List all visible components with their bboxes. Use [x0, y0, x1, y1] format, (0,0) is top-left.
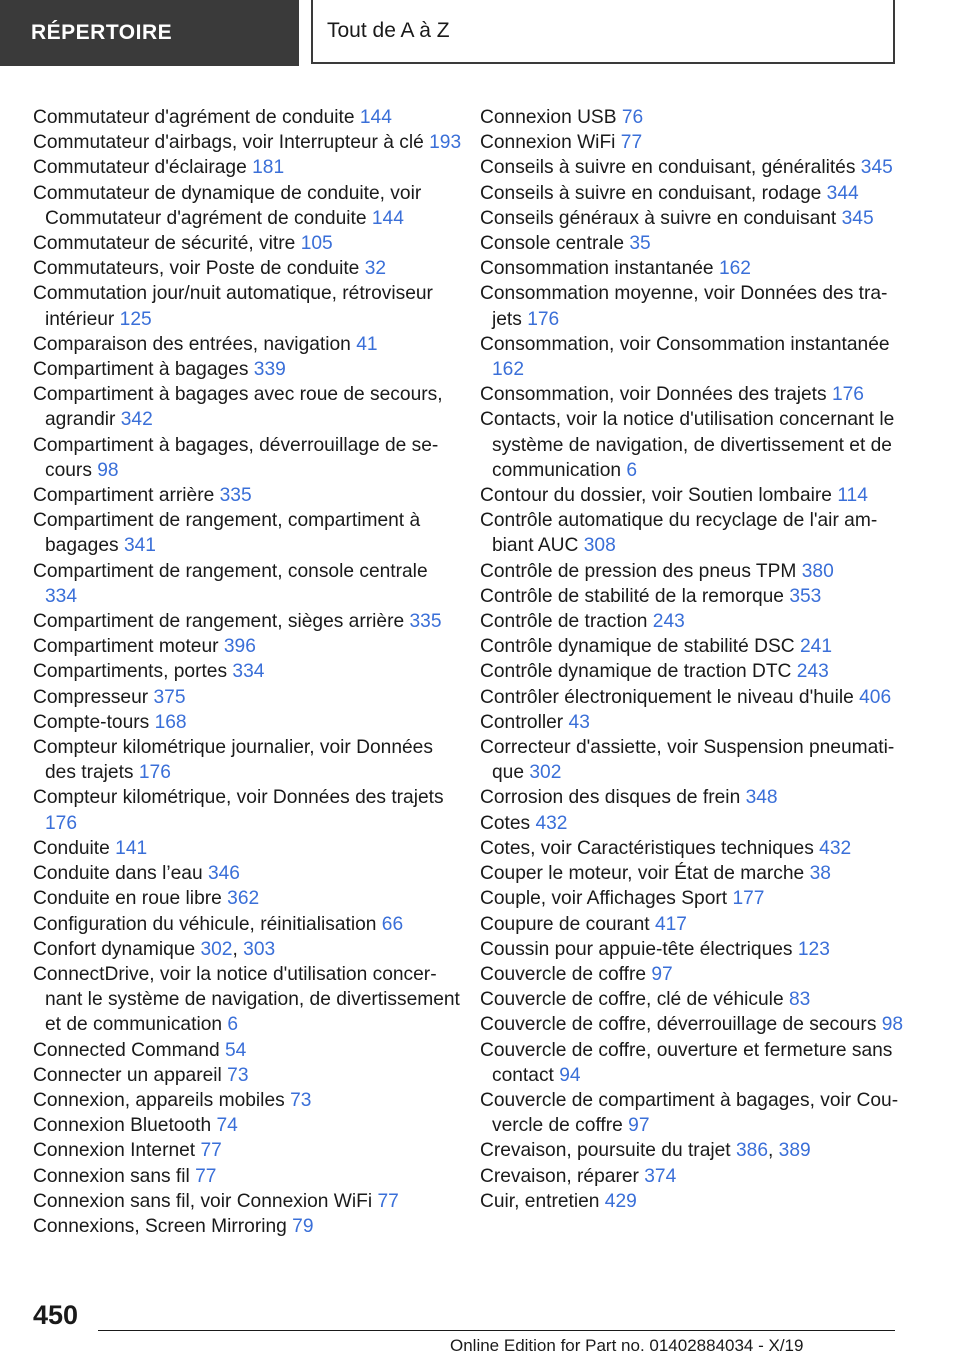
index-entry [480, 886, 910, 911]
index-term: Correcteur d'assiette, voir Suspension pneumatique [480, 737, 895, 784]
index-entry [480, 937, 910, 962]
index-term: Couper le moteur, voir État de marche [480, 863, 805, 885]
index-entry [33, 685, 463, 710]
page-reference-link[interactable]: 346 [207, 863, 240, 885]
page-reference-link[interactable]: 334 [45, 585, 78, 607]
page-reference-link[interactable]: 243 [796, 661, 829, 683]
page-reference-link[interactable]: 77 [620, 132, 643, 154]
index-term: Contrôle de pression des pneus TPM [480, 560, 797, 582]
footer-divider [98, 1330, 895, 1331]
index-term: Compartiment de rangement, compartiment à bagages [33, 510, 421, 557]
page-reference-link[interactable]: 348 [745, 787, 778, 809]
page-reference-link[interactable]: 176 [138, 762, 171, 784]
index-term: Couvercle de compartiment à bagages, voir Couvercle de coffre [480, 1089, 899, 1137]
page-reference-link[interactable]: 176 [45, 812, 78, 834]
page-reference-link[interactable]: 302 [200, 938, 233, 960]
index-term: Cuir, entretien [480, 1190, 600, 1212]
page-reference-link[interactable]: 345 [860, 157, 893, 179]
index-term: Cotes [480, 812, 531, 834]
page-reference-link[interactable]: 98 [97, 459, 119, 481]
index-entry [480, 332, 910, 382]
page-reference-link[interactable]: 97 [628, 1115, 650, 1137]
index-entry [480, 785, 910, 810]
page-reference-link[interactable]: 123 [797, 938, 830, 960]
index-term: Couvercle de coffre, clé de véhicule [480, 989, 784, 1011]
index-term: Compartiment à bagages [33, 359, 249, 381]
index-entry [33, 886, 463, 911]
index-entry [33, 634, 463, 659]
page-reference-link[interactable]: 141 [115, 837, 148, 859]
index-term: Conduite [33, 837, 110, 859]
index-term: Controller [480, 711, 564, 733]
page-reference-link[interactable]: 386 [735, 1140, 768, 1162]
page-reference-link[interactable]: 177 [732, 888, 765, 910]
index-entry [480, 105, 910, 130]
index-entry [480, 559, 910, 584]
index-term: Configuration du véhicule, réinitialisation [33, 913, 377, 935]
page-reference-link[interactable]: 74 [216, 1115, 238, 1137]
index-entry [480, 231, 910, 256]
index-entry [480, 987, 910, 1012]
index-entry [33, 181, 463, 231]
page-reference-link[interactable]: 98 [881, 1014, 904, 1036]
index-entry: Crevaison, poursuite du trajet 386, 389 [480, 1140, 811, 1162]
index-term: Commutateurs, voir Poste de conduite [33, 258, 360, 280]
index-term: Crevaison, poursuite du trajet [480, 1140, 731, 1162]
index-entry [480, 1038, 910, 1088]
index-entry [480, 130, 910, 155]
index-term: Compartiment arrière [33, 485, 215, 507]
page-reference-link[interactable]: 162 [718, 258, 751, 280]
page-reference-link[interactable]: 83 [788, 989, 811, 1011]
page-reference-link[interactable]: 77 [200, 1140, 222, 1162]
page-reference-link[interactable]: 144 [371, 207, 404, 229]
index-entry [480, 281, 910, 331]
index-entry [33, 785, 463, 835]
index-term: Commutateur d'éclairage [33, 157, 247, 179]
index-term: Coupure de courant [480, 913, 650, 935]
index-entry [33, 559, 463, 609]
page-reference-link[interactable]: 114 [837, 485, 868, 507]
section-tab: RÉPERTOIRE [0, 0, 299, 66]
index-term: Connected Command [33, 1039, 220, 1061]
page-reference-link[interactable]: 308 [583, 535, 616, 557]
index-entry [480, 1088, 910, 1138]
page-reference-link[interactable]: 417 [654, 913, 687, 935]
index-term: Contrôle automatique du recyclage de l'air ambiant AUC [480, 510, 878, 557]
index-term: ConnectDrive, voir la notice d'utilisation concernant le système de navigation, de divertissement et de communication [33, 963, 460, 1036]
index-entry [33, 357, 463, 382]
index-entry [480, 155, 910, 180]
page-reference-link[interactable]: 344 [826, 182, 859, 204]
page-reference-link[interactable]: 243 [652, 611, 685, 633]
index-entry [480, 962, 910, 987]
index-entry [480, 912, 910, 937]
index-entry [33, 659, 463, 684]
page-reference-link[interactable]: 77 [377, 1190, 399, 1212]
index-entry [480, 483, 910, 508]
index-entry [480, 256, 910, 281]
index-entry [33, 836, 463, 861]
index-entry [480, 206, 910, 231]
index-term: Conseils généraux à suivre en conduisant [480, 207, 837, 229]
index-entry [33, 861, 463, 886]
index-term: Connexion Bluetooth [33, 1115, 212, 1137]
page-reference-link[interactable]: 43 [568, 711, 590, 733]
index-entry [33, 508, 463, 558]
page-reference-link[interactable]: 97 [651, 963, 673, 985]
page-reference-link[interactable]: 76 [621, 107, 644, 128]
page-number: 450 [33, 1300, 79, 1330]
index-term: Commutateur d'airbags, voir Interrupteur à clé [33, 132, 424, 154]
index-entry [33, 231, 463, 256]
page-reference-link[interactable]: 335 [219, 485, 252, 507]
page-reference-link[interactable]: 168 [154, 711, 187, 733]
page-reference-link[interactable]: 41 [356, 333, 378, 355]
page-reference-link[interactable]: 339 [253, 359, 286, 381]
index-term: Crevaison, réparer [480, 1165, 639, 1187]
page-reference-link[interactable]: 341 [123, 535, 156, 557]
page-reference-link[interactable]: 406 [859, 686, 892, 708]
page-reference-link[interactable]: 125 [119, 308, 152, 330]
page-reference-link[interactable]: 374 [644, 1165, 677, 1187]
page-reference-link[interactable]: 380 [801, 560, 834, 582]
page-reference-link[interactable]: 176 [527, 308, 560, 330]
page-reference-link[interactable]: 362 [227, 888, 260, 910]
page-reference-link[interactable]: 375 [153, 686, 186, 708]
page-reference-link[interactable]: 38 [809, 863, 831, 885]
edition-note: Online Edition for Part no. 01402884034 - X/19 [450, 1336, 804, 1355]
page-reference-link[interactable]: 73 [227, 1064, 249, 1086]
section-title: Tout de A à Z [311, 0, 895, 64]
index-entry [480, 836, 910, 861]
page-header [0, 0, 960, 66]
index-entry [480, 584, 910, 609]
index-entry [33, 609, 463, 634]
index-entry [33, 1088, 463, 1113]
index-term: Conseils à suivre en conduisant, rodage [480, 182, 822, 204]
index-term: Connecter un appareil [33, 1064, 222, 1086]
index-entry [480, 382, 910, 407]
page-reference-link[interactable]: 193 [429, 132, 462, 154]
page-reference-link[interactable]: 241 [799, 636, 832, 658]
index-entry [33, 281, 463, 331]
page-reference-link[interactable]: 432 [535, 812, 568, 834]
index-term: Compartiment de rangement, console centrale [33, 560, 428, 582]
page-reference-link[interactable]: 345 [841, 207, 874, 229]
index-entry [480, 181, 910, 206]
index-entry [33, 1164, 463, 1189]
index-entry [33, 710, 463, 735]
index-term: Couvercle de coffre, déverrouillage de secours [480, 1014, 877, 1036]
index-entry [480, 1012, 910, 1037]
index-entry [480, 735, 910, 785]
index-entry [480, 1164, 910, 1189]
page-reference-link[interactable]: 176 [831, 384, 864, 406]
index-term: Couvercle de coffre [480, 963, 647, 985]
index-entry [480, 407, 910, 483]
index-entry [480, 861, 910, 886]
index-term: Contrôle de traction [480, 611, 648, 633]
page-reference-link[interactable]: 432 [819, 837, 852, 859]
page-reference-link[interactable]: 73 [290, 1089, 312, 1111]
index-entry [33, 155, 463, 180]
index-entry [33, 1189, 463, 1214]
page-reference-link[interactable]: 32 [364, 258, 387, 280]
index-entry [33, 332, 463, 357]
page-reference-link[interactable]: 389 [778, 1140, 811, 1162]
index-entry [480, 634, 910, 659]
index-entry [480, 811, 910, 836]
page-reference-link[interactable]: 94 [559, 1064, 581, 1086]
index-entry [33, 1214, 463, 1239]
index-term: Compartiments, portes [33, 661, 228, 683]
index-term: Couvercle de coffre, ouverture et fermeture sans contact [480, 1039, 893, 1086]
index-term: Consommation, voir Données des trajets [480, 384, 827, 406]
page-reference-link[interactable]: 162 [492, 359, 525, 381]
index-term: Compteur kilométrique journalier, voir Données des trajets [33, 737, 433, 784]
index-term: Commutation jour/nuit automatique, rétroviseur intérieur [33, 283, 433, 330]
index-entry [33, 735, 463, 785]
index-term: Coussin pour appuie-tête électriques [480, 938, 793, 960]
index-term: Contrôle dynamique de stabilité DSC [480, 636, 795, 658]
page-reference-link[interactable]: 66 [381, 913, 404, 935]
index-term: Consommation moyenne, voir Données des trajets [480, 283, 888, 330]
page-reference-link[interactable]: 335 [409, 611, 442, 633]
page-reference-link[interactable]: 353 [789, 585, 822, 607]
page-reference-link[interactable]: 303 [243, 938, 276, 960]
index-term: Contrôle dynamique de traction DTC [480, 661, 792, 683]
page-reference-link[interactable]: 105 [300, 233, 333, 255]
index-entry [480, 685, 910, 710]
index-column-right [480, 105, 910, 1214]
index-entry [33, 1113, 463, 1138]
index-entry [480, 508, 910, 558]
index-column-left [33, 105, 463, 1239]
index-term: Comparaison des entrées, navigation [33, 333, 351, 355]
index-entry [33, 256, 463, 281]
index-term: Contrôler électroniquement le niveau d'huile [480, 686, 854, 708]
index-term: Conseils à suivre en conduisant, généralités [480, 157, 856, 179]
index-term: Compteur kilométrique, voir Données des trajets [33, 787, 444, 809]
index-term: Connexion sans fil [33, 1165, 190, 1187]
page-reference-link[interactable]: 79 [292, 1215, 314, 1237]
index-entry [33, 130, 463, 155]
page-reference-link[interactable]: 181 [252, 157, 285, 179]
index-term: Consommation instantanée [480, 258, 714, 280]
index-term: Compartiment à bagages, déverrouillage de secours [33, 434, 439, 481]
index-entry [33, 382, 463, 432]
index-entry [480, 659, 910, 684]
index-term: Compartiment à bagages avec roue de secours, agrandir [33, 384, 443, 431]
index-term: Confort dynamique [33, 938, 196, 960]
index-term: Compartiment de rangement, sièges arrière [33, 611, 405, 633]
page-reference-link[interactable]: 334 [232, 661, 265, 683]
index-term: Conduite dans l’eau [33, 863, 203, 885]
index-term: Connexion WiFi [480, 132, 616, 154]
page-reference-link[interactable]: 302 [529, 762, 562, 784]
page-reference-link[interactable]: 429 [604, 1190, 637, 1212]
index-term: Conduite en roue libre [33, 888, 222, 910]
index-entry [33, 483, 463, 508]
index-term: Contacts, voir la notice d'utilisation concernant le système de navigation, de divertissement et de communication [480, 409, 895, 481]
index-entry [33, 1063, 463, 1088]
page-reference-link[interactable]: 342 [120, 409, 153, 431]
index-term: Compartiment moteur [33, 636, 219, 658]
index-term: Connexion, appareils mobiles [33, 1089, 285, 1111]
index-entry [480, 1189, 910, 1214]
index-term: Connexion sans fil, voir Connexion WiFi [33, 1190, 373, 1212]
page-reference-link[interactable]: 396 [223, 636, 256, 658]
index-term: Cotes, voir Caractéristiques techniques [480, 837, 814, 859]
index-term: Connexions, Screen Mirroring [33, 1215, 287, 1237]
index-term: Console centrale [480, 233, 624, 255]
index-term: Connexion USB [480, 107, 617, 128]
index-entry [33, 962, 463, 1038]
index-term: Corrosion des disques de frein [480, 787, 741, 809]
index-term: Compresseur [33, 686, 149, 708]
index-entry [33, 1138, 463, 1163]
index-term: Compte-tours [33, 711, 150, 733]
index-entry: Confort dynamique 302, 303 [33, 938, 276, 960]
index-entry [33, 105, 463, 130]
index-entry [480, 609, 910, 634]
index-term: Couple, voir Affichages Sport [480, 888, 728, 910]
index-term: Contour du dossier, voir Soutien lombaire [480, 485, 832, 507]
page-reference-link[interactable]: 144 [359, 107, 392, 128]
index-term: Contrôle de stabilité de la remorque [480, 585, 784, 607]
index-term: Connexion Internet [33, 1140, 196, 1162]
page-reference-link[interactable]: 77 [195, 1165, 217, 1187]
index-entry [480, 710, 910, 735]
page-reference-link[interactable]: 6 [227, 1014, 239, 1036]
index-entry [33, 912, 463, 937]
page-reference-link[interactable]: 54 [225, 1039, 247, 1061]
index-term: Commutateur d'agrément de conduite [33, 107, 355, 128]
index-entry [33, 1038, 463, 1063]
page-reference-link[interactable]: 6 [626, 459, 638, 481]
page-reference-link[interactable]: 35 [629, 233, 651, 255]
index-term: Consommation, voir Consommation instantanée [480, 333, 890, 355]
index-entry [33, 433, 463, 483]
index-term: Commutateur de dynamique de conduite, voir Commutateur d'agrément de conduite [33, 182, 422, 229]
index-term: Commutateur de sécurité, vitre [33, 233, 296, 255]
